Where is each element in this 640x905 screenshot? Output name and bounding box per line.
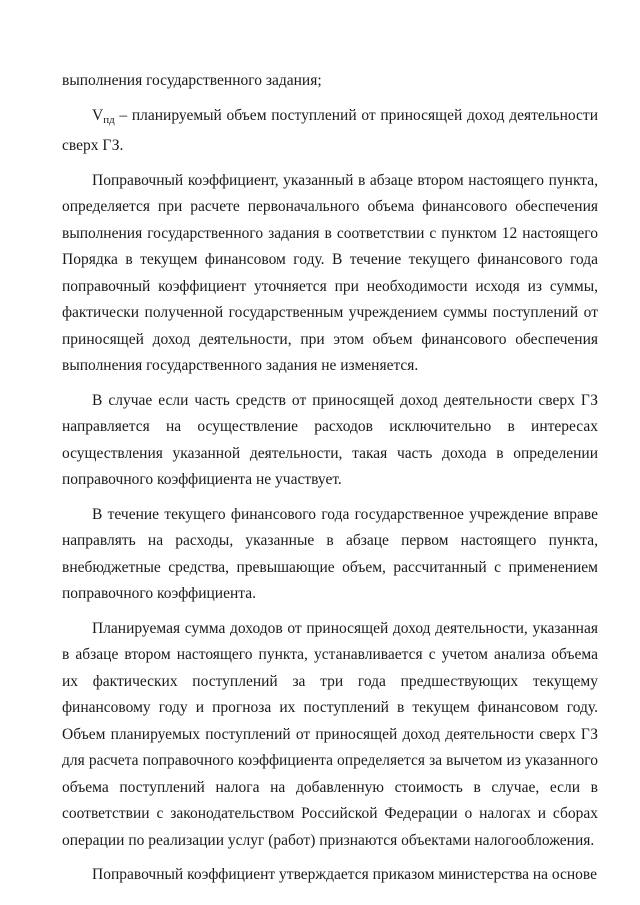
variable-symbol: V: [92, 106, 104, 124]
paragraph-correction-coefficient: Поправочный коэффициент, указанный в абзаце втором настоящего пункта, определяется при расчете первоначального объема финансового обеспечения выполнения государственного задания в соответствии с пунктом 12 настоящего Порядка в текущем финансовом году. В течение текущего финансового года поправочный коэффициент уточняется при необходимости исходя из суммы, фактически полученной государственным учреждением суммы поступлений от приносящей доход деятельности, при этом объем финансового обеспечения выполнения государственного задания не изменяется.: [62, 171, 598, 374]
paragraph-planned-income: Планируемая сумма доходов от приносящей доход деятельности, указанная в абзаце втором настоящего пункта, устанавливается с учетом анализа объема их фактических поступлений за три года предшествующих текущему финансовому году и прогноза их поступлений в текущем финансовом году. Объем планируемых поступлений от приносящей доход деятельности сверх ГЗ для расчета поправочного коэффициента определяется за вычетом из указанного объема поступлений налога на добавленную стоимость в случае, если в соответствии с законодательством Российской Федерации о налогах и сборах операции по реализации услуг (работ) признаются объектами налогообложения.: [62, 619, 598, 849]
paragraph-targeted-expenses: В случае если часть средств от приносящей доход деятельности сверх ГЗ направляется на осуществление расходов исключительно в интересах осуществления указанной деятельности, такая часть дохода в определении поправочного коэффициента не участвует.: [62, 391, 598, 488]
variable-subscript: пд: [103, 113, 115, 126]
document-body: [62, 68, 598, 897]
paragraph-extrabudgetary-funds: В течение текущего финансового года государственное учреждение вправе направлять на расходы, указанные в абзаце первом настоящего пункта, внебюджетные средства, превышающие объем, рассчитанный с применением поправочного коэффициента.: [62, 505, 598, 602]
paragraph-continuation: выполнения государственного задания;: [62, 72, 322, 89]
paragraph-variable-definition: [62, 103, 598, 160]
paragraph-approval: Поправочный коэффициент утверждается приказом министерства на основе: [92, 866, 598, 883]
variable-definition-text: – планируемый объем поступлений от приносящей доход деятельности сверх ГЗ.: [62, 106, 598, 154]
